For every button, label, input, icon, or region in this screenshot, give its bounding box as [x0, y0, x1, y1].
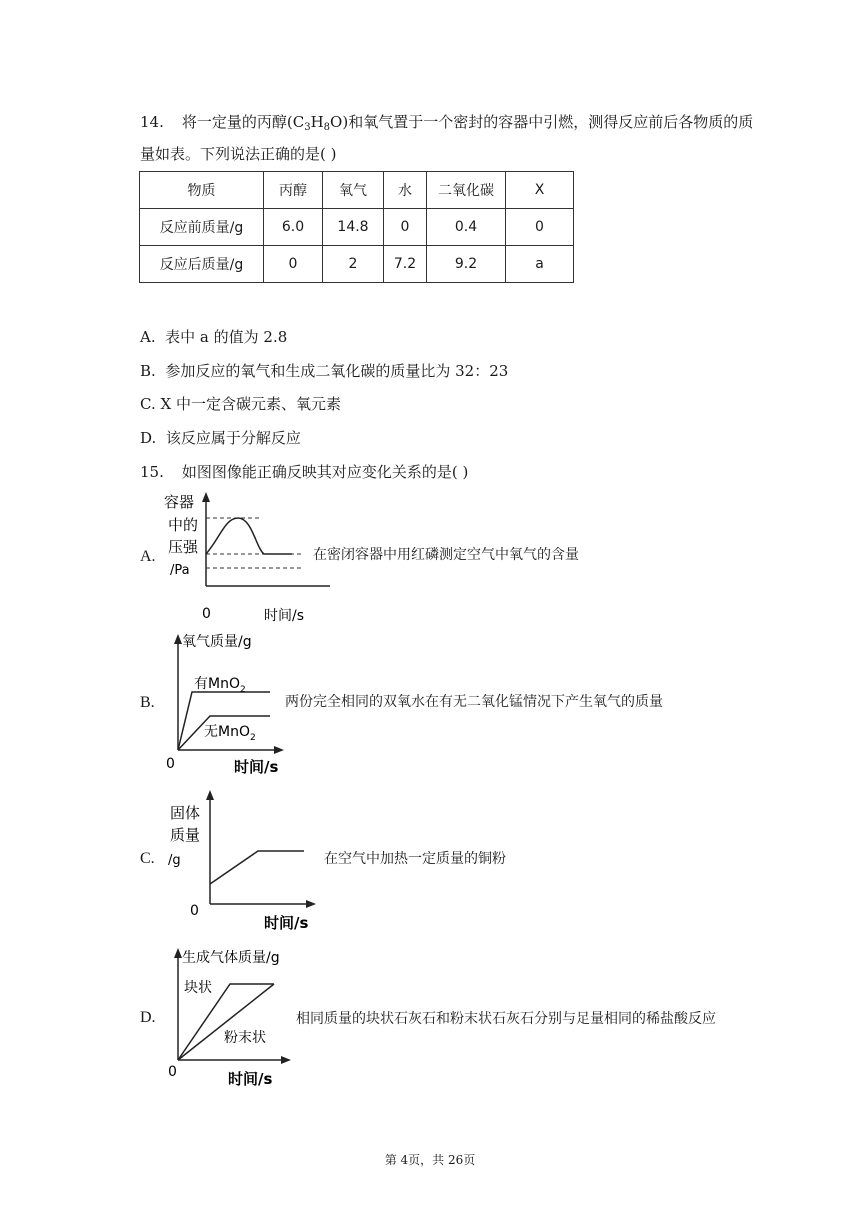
q14-option-d[interactable] [140, 428, 301, 448]
q14-subscript: 3 [304, 122, 311, 133]
table-cell: 反应前质量/g [140, 209, 264, 246]
q15-number: 15. [140, 463, 164, 481]
table-cell: 0 [384, 209, 427, 246]
table-cell: 0 [506, 209, 574, 246]
table-cell: a [506, 246, 574, 283]
curve-label-lump: 块状 [184, 980, 212, 996]
curve-label-with: 有MnO$_2$ [194, 676, 246, 695]
page-footer: 第 4页，共 26页 [384, 1153, 476, 1167]
table-row [140, 209, 574, 246]
q15-stem [140, 462, 468, 482]
curve-with-catalyst [178, 692, 270, 750]
q14-line2: 量如表。下列说法正确的是( ) [140, 145, 337, 163]
q15-option-d-text: 相同质量的块状石灰石和粉末状石灰石分别与足量相同的稀盐酸反应 [296, 1011, 716, 1027]
table-header-cell: X [506, 172, 574, 209]
option-text: 参加反应的氧气和生成二氧化碳的质量比为 32：23 [165, 362, 509, 380]
graph-a-ylabel-line: 压强 [168, 538, 199, 556]
q15-option-d-letter[interactable]: D. [140, 1009, 156, 1026]
table-cell: 6.0 [264, 209, 323, 246]
mass-table [139, 171, 574, 283]
table-header-cell: 水 [384, 172, 427, 209]
table-header-cell: 二氧化碳 [427, 172, 506, 209]
q14-stem-part: H [310, 113, 324, 131]
option-letter: A. [140, 328, 156, 346]
graph-d [160, 940, 300, 1090]
graph-c [160, 784, 320, 934]
option-letter: C. [140, 395, 156, 413]
y-axis-arrow [202, 492, 210, 502]
q14-option-b[interactable] [140, 361, 508, 381]
table-cell: 2 [323, 246, 384, 283]
q14-stem-part: 将一定量的丙醇(C [181, 113, 305, 131]
origin-label: 0 [190, 903, 199, 919]
q14-number: 14. [140, 113, 164, 131]
pressure-curve [206, 518, 292, 554]
table-cell: 14.8 [323, 209, 384, 246]
q15-stem-text: 如图图像能正确反映其对应变化关系的是( ) [181, 463, 469, 481]
curve-label-without: 无MnO$_2$ [204, 724, 256, 743]
graph-a-ylabel-line: 中的 [168, 516, 199, 534]
table-cell: 9.2 [427, 246, 506, 283]
origin-label: 0 [166, 756, 175, 772]
origin-label: 0 [202, 606, 211, 622]
option-text: X 中一定含碳元素、氧元素 [160, 395, 341, 413]
table-cell: 0 [264, 246, 323, 283]
x-axis-label: 时间/s [264, 608, 305, 624]
table-header-row [140, 172, 574, 209]
table-row [140, 246, 574, 283]
graph-c-ylabel-line: /g [168, 853, 181, 868]
x-axis-label: 时间/s [264, 914, 309, 932]
q14-option-a[interactable] [140, 327, 287, 347]
graph-b-ylabel: 氧气质量/g [182, 634, 252, 650]
q15-option-a-text: 在密闭容器中用红磷测定空气中氧气的含量 [313, 547, 579, 563]
x-axis-arrow [274, 746, 284, 754]
q15-option-c-letter[interactable]: C. [140, 850, 155, 867]
x-axis-arrow [306, 900, 316, 908]
q15-option-c-text: 在空气中加热一定质量的铜粉 [324, 851, 506, 867]
q14-option-c[interactable] [140, 394, 341, 414]
table-header-cell: 氧气 [323, 172, 384, 209]
graph-b [160, 630, 290, 775]
graph-a-ylabel-line: /Pa [170, 563, 190, 578]
solid-mass-curve [210, 851, 304, 884]
curve-label-powder: 粉末状 [224, 1030, 266, 1046]
q14-subscript: 8 [323, 122, 331, 133]
origin-label: 0 [168, 1064, 177, 1080]
graph-d-ylabel: 生成气体质量/g [182, 950, 280, 966]
x-axis-label: 时间/s [234, 758, 279, 775]
graph-c-ylabel-line: 固体 [170, 804, 201, 822]
y-axis-arrow [174, 634, 182, 644]
q15-option-b-text: 两份完全相同的双氧水在有无二氧化锰情况下产生氧气的质量 [285, 694, 663, 710]
q14-stem-part: O)和氧气置于一个密封的容器中引燃，测得反应前后各物质的质 [330, 113, 754, 131]
q14-line1 [140, 112, 753, 138]
graph-c-ylabel-line: 质量 [170, 826, 201, 844]
table-header-cell: 物质 [140, 172, 264, 209]
x-axis-label: 时间/s [228, 1070, 273, 1088]
q15-option-a-letter[interactable]: A. [140, 548, 156, 565]
x-axis-arrow [281, 1056, 291, 1064]
table-cell: 反应后质量/g [140, 246, 264, 283]
option-text: 该反应属于分解反应 [165, 429, 301, 447]
graph-a-ylabel-line: 容器 [164, 493, 195, 511]
y-axis-arrow [174, 948, 182, 958]
table-cell: 0.4 [427, 209, 506, 246]
table-cell: 7.2 [384, 246, 427, 283]
y-axis-arrow [206, 790, 214, 800]
option-text: 表中 a 的值为 2.8 [165, 328, 288, 346]
option-letter: B. [140, 362, 156, 380]
table-header-cell: 丙醇 [264, 172, 323, 209]
option-letter: D. [140, 429, 157, 447]
q15-option-b-letter[interactable]: B. [140, 694, 155, 711]
